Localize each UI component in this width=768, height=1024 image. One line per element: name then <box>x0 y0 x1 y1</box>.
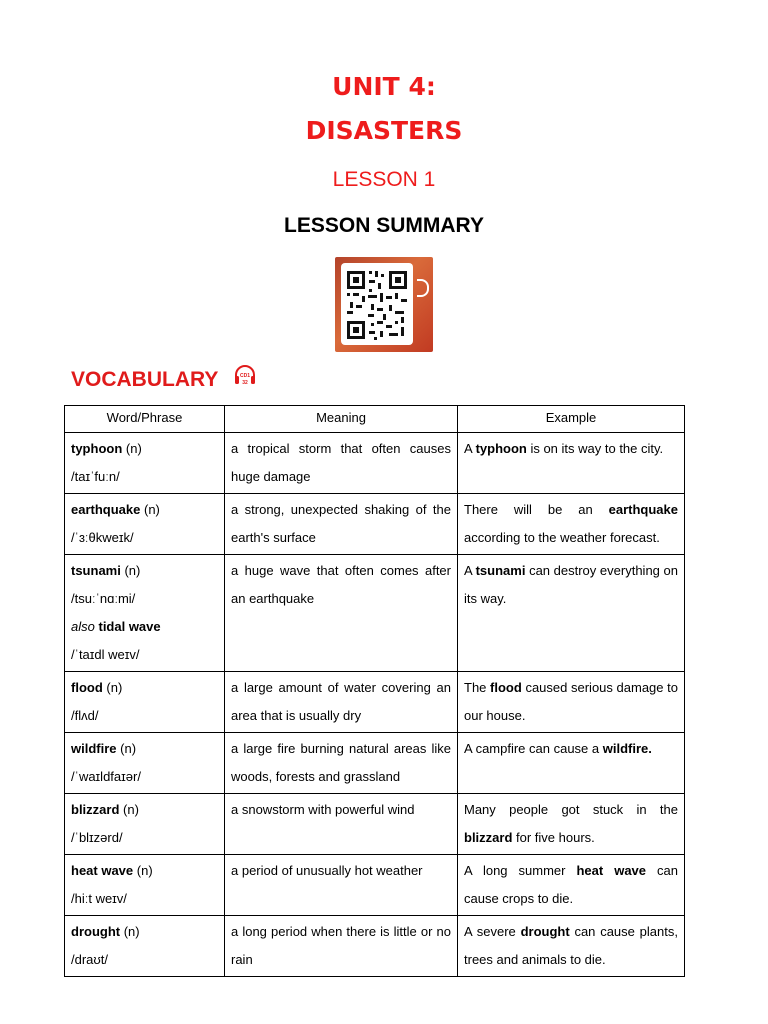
example-cell <box>458 733 685 794</box>
word-cell <box>65 916 225 977</box>
table-header-row <box>65 406 685 433</box>
svg-text:CD1: CD1 <box>239 373 251 379</box>
example-text-after: caused serious damage to our house. <box>464 680 678 723</box>
example-text-before: A severe <box>464 924 521 939</box>
meaning-cell: a period of unusually hot weather <box>225 855 458 916</box>
example-cell <box>458 555 685 672</box>
example-text-after: according to the weather forecast. <box>464 530 660 545</box>
word-cell <box>65 672 225 733</box>
vocabulary-rows <box>65 433 685 977</box>
meaning-cell: a strong, unexpected shaking of the earth's surface <box>225 494 458 555</box>
part-of-speech: (n) <box>136 863 153 878</box>
vocab-word: flood <box>71 680 103 695</box>
vocab-word: earthquake <box>71 502 141 517</box>
example-cell <box>458 855 685 916</box>
example-cell <box>458 672 685 733</box>
audio-track-icon[interactable] <box>233 364 257 388</box>
part-of-speech: (n) <box>144 502 160 517</box>
part-of-speech: (n) <box>106 680 123 695</box>
example-text-before: A long summer <box>464 863 577 878</box>
column-header-meaning: Meaning <box>225 406 458 433</box>
meaning-cell: a long period when there is little or no rain <box>225 916 458 977</box>
example-cell <box>458 794 685 855</box>
table-row <box>65 433 685 494</box>
table-row <box>65 733 685 794</box>
part-of-speech: (n) <box>123 802 139 817</box>
word-cell <box>65 794 225 855</box>
alternate-word: tidal wave <box>98 619 161 634</box>
table-row <box>65 672 685 733</box>
example-cell <box>458 494 685 555</box>
example-keyword: drought <box>520 924 570 939</box>
table-row <box>65 555 685 672</box>
summary-title: LESSON SUMMARY <box>284 214 484 237</box>
example-text-after: is on its way to the city. <box>526 441 664 456</box>
example-text-after: can destroy everything on its way. <box>464 563 678 606</box>
example-text-after: can cause plants, trees and animals to die. <box>464 924 678 967</box>
part-of-speech: (n) <box>120 741 137 756</box>
word-cell <box>65 433 225 494</box>
pronunciation: /taɪˈfuːn/ <box>71 469 120 484</box>
vocabulary-table <box>64 405 685 977</box>
qr-code <box>341 263 413 345</box>
example-keyword: wildfire. <box>602 741 652 756</box>
example-keyword: heat wave <box>576 863 647 878</box>
meaning-cell: a large amount of water covering an area that is usually dry <box>225 672 458 733</box>
example-text-before: Many people got stuck in the <box>464 802 678 817</box>
pronunciation: /draʊt/ <box>71 952 109 967</box>
vocab-word: blizzard <box>71 802 120 817</box>
meaning-cell: a snowstorm with powerful wind <box>225 794 458 855</box>
alternate-pronunciation: /ˈtaɪdl weɪv/ <box>71 647 140 662</box>
pronunciation: /flʌd/ <box>71 708 99 723</box>
page-title: DISASTERS <box>305 116 463 145</box>
vocabulary-heading: VOCABULARY <box>71 368 219 391</box>
meaning-cell: a huge wave that often comes after an earthquake <box>225 555 458 672</box>
example-text-after: can cause crops to die. <box>464 863 678 906</box>
example-keyword: blizzard <box>464 830 513 845</box>
pronunciation: /hiːt weɪv/ <box>71 891 127 906</box>
pronunciation: /ˈwaɪldfaɪər/ <box>71 769 141 784</box>
word-cell <box>65 555 225 672</box>
example-text-before: There will be an <box>464 502 609 517</box>
unit-title: UNIT 4: <box>332 72 436 101</box>
vocab-word: drought <box>71 924 121 939</box>
part-of-speech: (n) <box>125 441 142 456</box>
table-row <box>65 916 685 977</box>
word-cell <box>65 733 225 794</box>
example-keyword: flood <box>490 680 522 695</box>
table-row <box>65 494 685 555</box>
also-label: also <box>71 619 95 634</box>
example-keyword: tsunami <box>475 563 526 578</box>
meaning-cell: a large fire burning natural areas like woods, forests and grassland <box>225 733 458 794</box>
example-text-before: A <box>464 563 476 578</box>
pronunciation: /ˈɜːθkweɪk/ <box>71 530 134 545</box>
vocab-word: typhoon <box>71 441 123 456</box>
part-of-speech: (n) <box>124 563 141 578</box>
lesson-title: LESSON 1 <box>332 168 436 191</box>
svg-text:32: 32 <box>242 380 248 386</box>
meaning-cell: a tropical storm that often causes huge damage <box>225 433 458 494</box>
qr-pattern-icon <box>341 263 413 345</box>
vocab-word: wildfire <box>71 741 117 756</box>
column-header-word: Word/Phrase <box>65 406 225 433</box>
qr-code-image[interactable] <box>335 257 433 352</box>
pronunciation: /tsuːˈnɑːmi/ <box>71 591 136 606</box>
example-keyword: earthquake <box>608 502 678 517</box>
table-row <box>65 794 685 855</box>
pronunciation: /ˈblɪzərd/ <box>71 830 123 845</box>
vocab-word: tsunami <box>71 563 121 578</box>
example-text-after: for five hours. <box>512 830 595 845</box>
word-cell <box>65 855 225 916</box>
vocab-word: heat wave <box>71 863 134 878</box>
headphone-icon <box>417 279 429 297</box>
example-text-before: A <box>464 441 476 456</box>
example-keyword: typhoon <box>475 441 527 456</box>
part-of-speech: (n) <box>123 924 140 939</box>
example-text-before: The <box>464 680 491 695</box>
example-cell <box>458 916 685 977</box>
example-text-before: A campfire can cause a <box>464 741 603 756</box>
example-cell <box>458 433 685 494</box>
table-row <box>65 855 685 916</box>
column-header-example: Example <box>458 406 685 433</box>
word-cell <box>65 494 225 555</box>
